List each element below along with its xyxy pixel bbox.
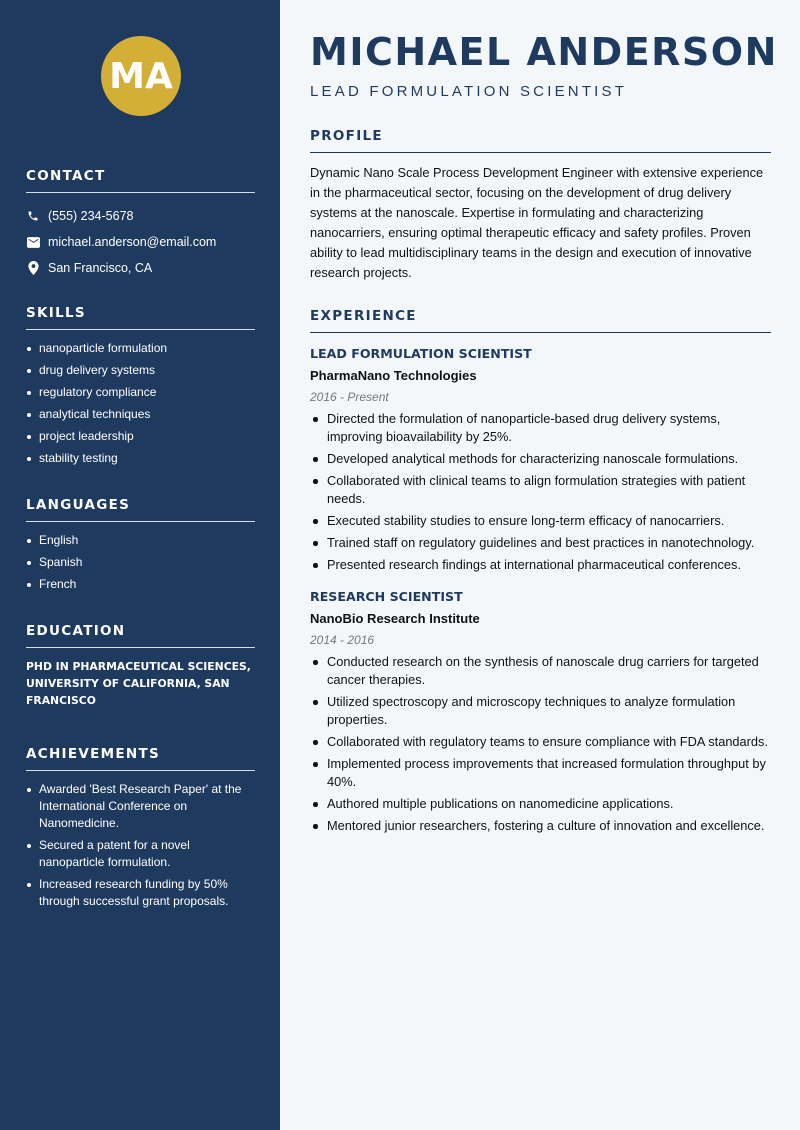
job-bullet: Trained staff on regulatory guidelines and best practices in nanotechnology.	[310, 534, 771, 552]
languages-list	[26, 532, 255, 593]
skill-item: drug delivery systems	[26, 362, 255, 379]
experience-section	[310, 308, 771, 839]
candidate-name: MICHAEL ANDERSON	[310, 30, 778, 74]
contact-location	[26, 255, 255, 281]
job-bullet: Executed stability studies to ensure long-term efficacy of nanocarriers.	[310, 512, 771, 530]
job-entry	[310, 588, 771, 835]
achievements-title: ACHIEVEMENTS	[26, 746, 255, 771]
skills-section	[26, 305, 255, 472]
skill-item: nanoparticle formulation	[26, 340, 255, 357]
contact-list	[26, 203, 255, 281]
mail-icon	[26, 235, 40, 249]
education-title: EDUCATION	[26, 623, 255, 648]
language-item: French	[26, 576, 255, 593]
job-company: NanoBio Research Institute	[310, 611, 480, 626]
job-bullets	[310, 653, 771, 835]
achievement-item: Awarded 'Best Research Paper' at the International Conference on Nanomedicine.	[26, 781, 255, 832]
achievements-section	[26, 746, 255, 915]
job-dates: 2014 - 2016	[310, 633, 375, 647]
languages-title: LANGUAGES	[26, 497, 255, 522]
job-bullet: Directed the formulation of nanoparticle-based drug delivery systems, improving bioavailability by 25%.	[310, 410, 771, 446]
avatar: MA	[101, 36, 181, 116]
contact-section	[26, 168, 255, 281]
job-title: RESEARCH SCIENTIST	[310, 589, 463, 604]
education-section	[26, 623, 255, 709]
language-item: English	[26, 532, 255, 549]
email-text: michael.anderson@email.com	[48, 235, 217, 249]
job-company: PharmaNano Technologies	[310, 368, 477, 383]
job-bullet: Utilized spectroscopy and microscopy techniques to analyze formulation properties.	[310, 693, 771, 729]
job-entry	[310, 345, 771, 574]
achievements-list	[26, 781, 255, 910]
skills-title: SKILLS	[26, 305, 255, 330]
profile-text: Dynamic Nano Scale Process Development Engineer with extensive experience in the pharmaceutical sector, focusing on the development of drug delivery systems at the nanoscale. Expertise in formulating and characterizing nanocarriers, ensuring optimal therapeutic efficacy and safety profiles. Proven ability to lead multidisciplinary teams in the design and execution of innovative research projects.	[310, 165, 764, 280]
job-bullet: Authored multiple publications on nanomedicine applications.	[310, 795, 771, 813]
candidate-role: LEAD FORMULATION SCIENTIST	[310, 83, 628, 100]
job-bullet: Presented research findings at international pharmaceutical conferences.	[310, 556, 771, 574]
job-title: LEAD FORMULATION SCIENTIST	[310, 346, 532, 361]
contact-email	[26, 229, 255, 255]
phone-text: (555) 234-5678	[48, 209, 134, 223]
profile-section	[310, 128, 771, 283]
contact-title: CONTACT	[26, 168, 255, 193]
job-bullet: Collaborated with clinical teams to align formulation strategies with patient needs.	[310, 472, 771, 508]
phone-icon	[26, 209, 40, 223]
language-item: Spanish	[26, 554, 255, 571]
job-bullet: Collaborated with regulatory teams to ensure compliance with FDA standards.	[310, 733, 771, 751]
job-bullet: Conducted research on the synthesis of nanoscale drug carriers for targeted cancer therapies.	[310, 653, 771, 689]
sidebar	[0, 0, 280, 1130]
location-pin-icon	[26, 261, 40, 275]
profile-title: PROFILE	[310, 128, 771, 153]
achievement-item: Secured a patent for a novel nanoparticle formulation.	[26, 837, 255, 871]
experience-title: EXPERIENCE	[310, 308, 771, 333]
languages-section	[26, 497, 255, 598]
skill-item: stability testing	[26, 450, 255, 467]
skills-list	[26, 340, 255, 467]
skill-item: project leadership	[26, 428, 255, 445]
job-bullets	[310, 410, 771, 574]
job-bullet: Implemented process improvements that increased formulation throughput by 40%.	[310, 755, 771, 791]
location-text: San Francisco, CA	[48, 261, 153, 275]
contact-phone	[26, 203, 255, 229]
skill-item: analytical techniques	[26, 406, 255, 423]
job-bullet: Developed analytical methods for characterizing nanoscale formulations.	[310, 450, 771, 468]
achievement-item: Increased research funding by 50% through successful grant proposals.	[26, 876, 255, 910]
education-degree: PHD IN PHARMACEUTICAL SCIENCES, UNIVERSITY OF CALIFORNIA, SAN FRANCISCO	[26, 660, 251, 707]
job-bullet: Mentored junior researchers, fostering a culture of innovation and excellence.	[310, 817, 771, 835]
skill-item: regulatory compliance	[26, 384, 255, 401]
job-dates: 2016 - Present	[310, 390, 389, 404]
